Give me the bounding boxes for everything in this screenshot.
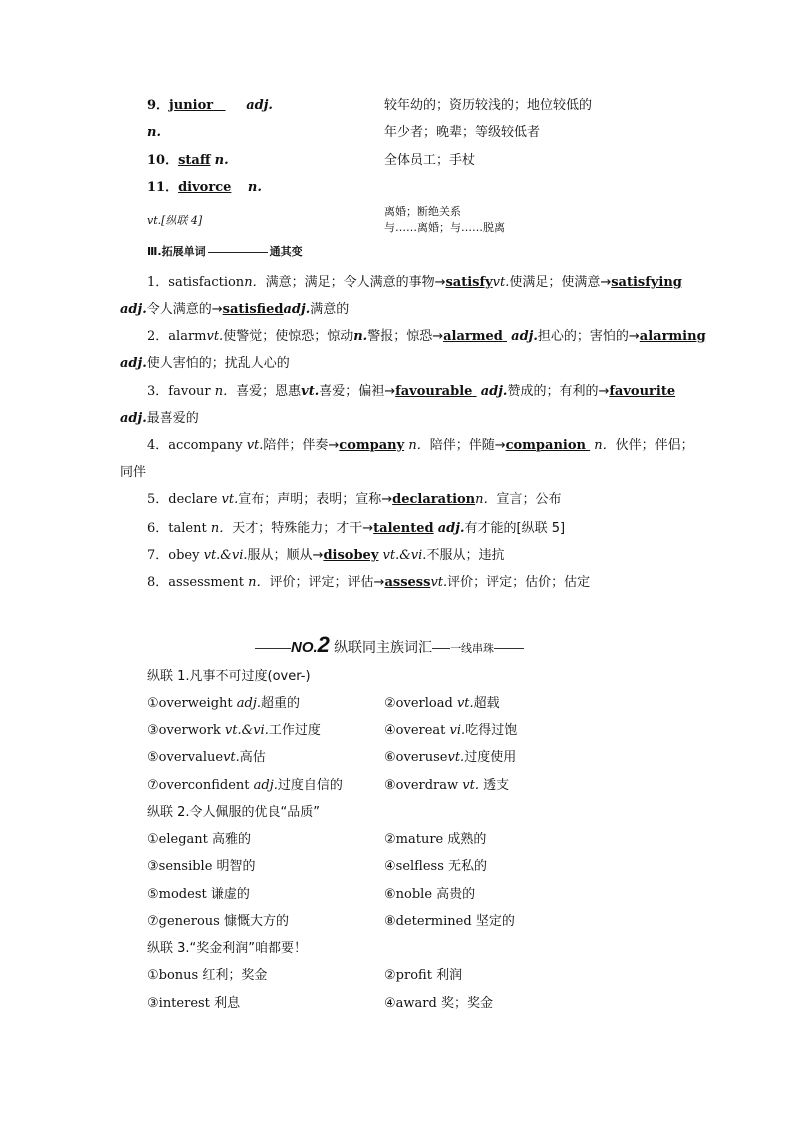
section-heading-expand: Ⅲ.拓展单词 通其变 [147,245,303,258]
vocab-word: staff [178,153,211,168]
vocab-entry-11: 11．divorce n. [147,180,262,195]
group-title-1: 纵联 1.凡事不可过度(over-) [147,669,311,684]
list-item: ①elegant 高雅的 [147,832,252,847]
expand-entry-1: 1．satisfactionn．满意；满足；令人满意的事物→satisfyvt.使满足；使满意→satisfying [147,275,682,290]
list-item: ④award 奖；奖金 [384,996,493,1011]
divider [432,648,450,649]
vocab-word: divorce [178,180,232,195]
expand-entry-2: 2．alarmvt.使警觉；使惊恐；惊动n.警报；惊恐→alarmed adj.担心的；害怕的→alarming [147,329,706,344]
list-item: ②profit 利润 [384,968,463,983]
expand-entry-2-cont: adj.使人害怕的；扰乱人心的 [120,356,290,371]
list-item: ①bonus 红利；奖金 [147,968,268,983]
vocab-entry-10: 10．staff n. [147,153,229,168]
vocab-pos: n. [147,125,161,140]
expand-entry-3: 3．favour n．喜爱；恩惠vt.喜爱；偏袒→favourable adj.赞成的；有利的→favourite [147,384,676,399]
list-item: ①overweight adj.超重的 [147,696,301,711]
vocab-meaning-10: 全体员工；手杖 [384,153,476,168]
vocab-word: junior [169,98,214,113]
vocab-meaning-11b: 与……离婚；与……脱离 [384,221,505,234]
list-item: ②overload vt.超载 [384,696,500,711]
divider [255,648,291,649]
list-item: ②mature 成熟的 [384,832,487,847]
list-item: ⑦generous 慷慨大方的 [147,914,289,929]
list-item: ③overwork vt.&vi.工作过度 [147,723,321,738]
list-item: ③sensible 明智的 [147,859,256,874]
list-item: ⑤modest 谦虚的 [147,887,250,902]
group-title-2: 纵联 2.令人佩服的优良“品质” [147,805,321,820]
expand-entry-5: 5．declare vt.宣布；声明；表明；宣称→declarationn．宣言；公布 [147,492,562,507]
expand-entry-7: 7．obey vt.&vi.服从；顺从→disobey vt.&vi.不服从；违抗 [147,548,505,563]
vocab-entry-9: 9．junior adj. [147,98,273,113]
list-item: ③interest 利息 [147,996,241,1011]
list-item: ⑥overusevt.过度使用 [384,750,517,765]
list-item: ⑦overconfident adj.过度自信的 [147,778,343,793]
group-title-3: 纵联 3.“奖金利润”咱都要！ [147,941,308,956]
divider [208,252,268,253]
list-item: ⑤overvaluevt.高估 [147,750,266,765]
section-title-no2: NO.2 纵联同主族词汇 一线串珠 [255,632,575,658]
expand-entry-4: 4．accompany vt.陪伴；伴奏→company n．陪伴；伴随→companion n．伙伴；伴侣； [147,438,694,453]
vocab-meaning-11a: 离婚；断绝关系 [384,205,461,218]
divider [494,648,524,649]
vocab-meaning-9b: 年少者；晚辈；等级较低者 [384,125,541,140]
list-item: ④overeat vi.吃得过饱 [384,723,518,738]
list-item: ④selfless 无私的 [384,859,488,874]
expand-entry-1-cont: adj.令人满意的→satisfiedadj.满意的 [120,302,350,317]
vocab-pos-11b: vt.[纵联 4] [147,214,203,227]
vocab-meaning-9: 较年幼的；资历较浅的；地位较低的 [384,98,593,113]
expand-entry-8: 8．assessment n．评价；评定；评估→assessvt.评价；评定；估价；估定 [147,575,591,590]
expand-entry-3-cont: adj.最喜爱的 [120,411,199,426]
list-item: ⑧determined 坚定的 [384,914,515,929]
list-item: ⑥noble 高贵的 [384,887,476,902]
expand-entry-4-cont: 同伴 [120,465,147,480]
expand-entry-6: 6．talent n．天才；特殊能力；才干→talented adj.有才能的[纵联 5] [147,521,566,536]
list-item: ⑧overdraw vt. 透支 [384,778,510,793]
